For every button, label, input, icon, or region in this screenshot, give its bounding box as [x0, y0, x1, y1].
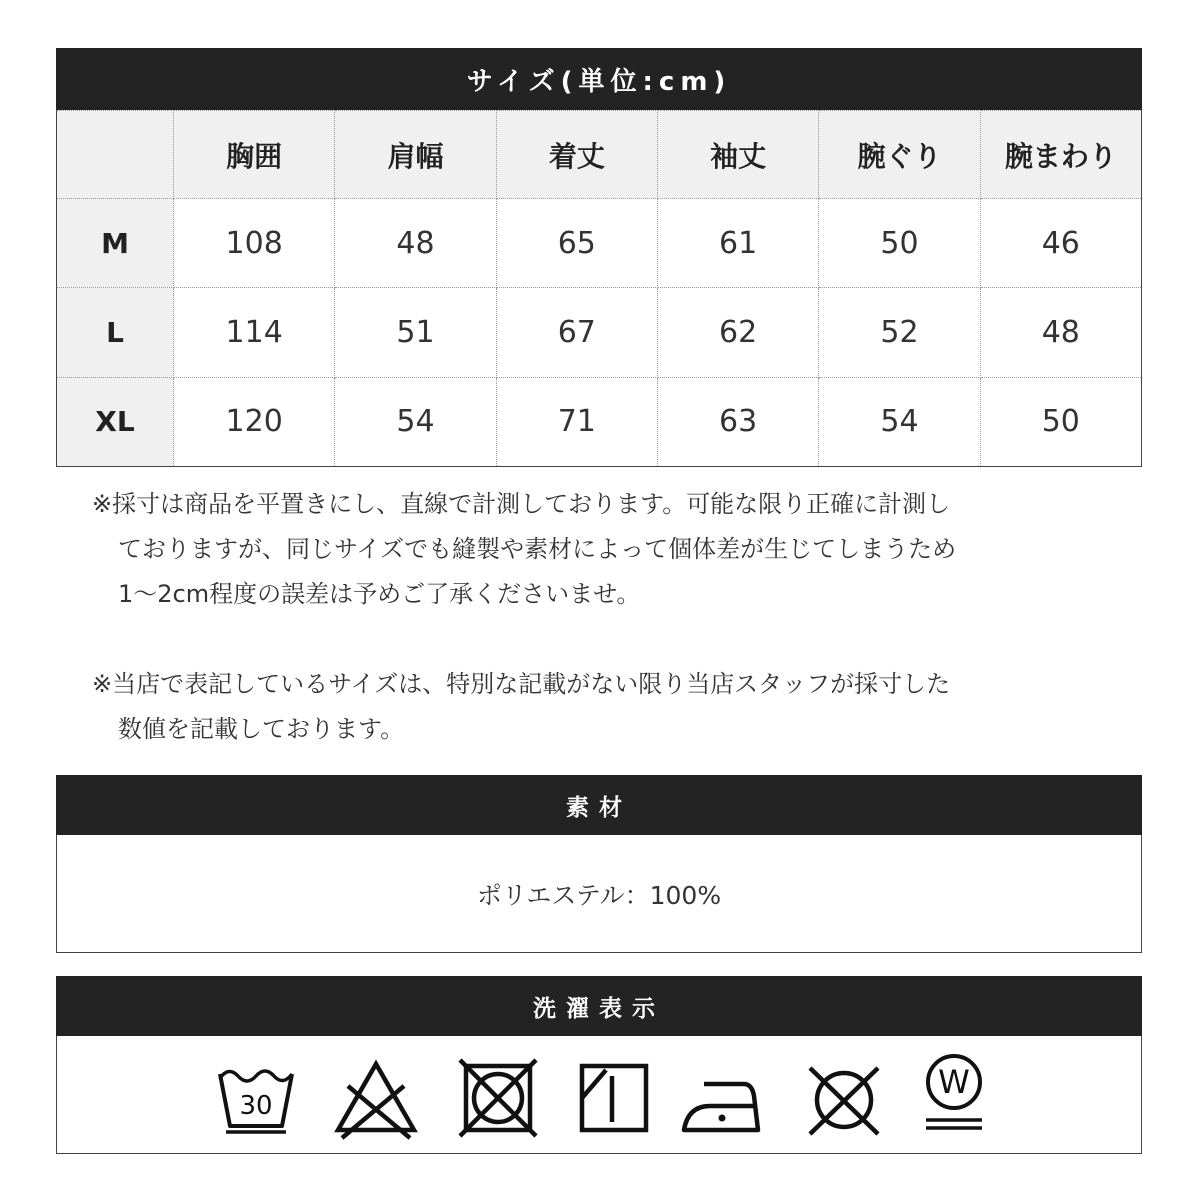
size-display-note — [92, 662, 1112, 752]
note-line: ※採寸は商品を平置きにし、直線で計測しております。可能な限り正確に計測し — [92, 490, 951, 518]
table-cell: 120 — [174, 377, 335, 466]
table-cell: 51 — [335, 288, 496, 377]
material-box — [56, 835, 1142, 953]
table-row — [57, 199, 1142, 288]
no-tumble-dry-icon — [456, 1056, 540, 1140]
table-cell: 54 — [819, 377, 980, 466]
note-line: ※当店で表記しているサイズは、特別な記載がない限り当店スタッフが採寸した — [92, 670, 951, 698]
table-corner-cell — [57, 111, 174, 199]
table-row — [57, 377, 1142, 466]
no-bleach-icon — [334, 1056, 418, 1140]
table-cell: 62 — [657, 288, 818, 377]
size-label: M — [57, 199, 174, 288]
table-cell: 54 — [335, 377, 496, 466]
care-title: 洗濯表示 — [56, 976, 1142, 1036]
svg-text:30: 30 — [239, 1091, 273, 1121]
table-row — [57, 288, 1142, 377]
table-cell: 71 — [496, 377, 657, 466]
table-cell: 48 — [980, 288, 1141, 377]
svg-text:W: W — [938, 1063, 970, 1101]
material-title: 素材 — [56, 775, 1142, 835]
table-header-row — [57, 111, 1142, 199]
table-cell: 50 — [980, 377, 1141, 466]
table-cell: 65 — [496, 199, 657, 288]
table-cell: 114 — [174, 288, 335, 377]
column-header-armhole: 腕ぐり — [819, 111, 980, 199]
column-header-sleeve: 袖丈 — [657, 111, 818, 199]
measurement-note — [92, 482, 1112, 617]
line-dry-icon — [576, 1056, 660, 1140]
no-dry-clean-icon — [802, 1056, 886, 1140]
table-cell: 63 — [657, 377, 818, 466]
table-cell: 108 — [174, 199, 335, 288]
size-table — [56, 110, 1142, 467]
table-cell: 52 — [819, 288, 980, 377]
material-text: ポリエステル：100% — [476, 880, 722, 910]
table-cell: 50 — [819, 199, 980, 288]
note-line: ておりますが、同じサイズでも縫製や素材によって個体差が生じてしまうため — [118, 535, 957, 563]
note-line: 数値を記載しております。 — [118, 715, 405, 743]
column-header-chest: 胸囲 — [174, 111, 335, 199]
size-label: L — [57, 288, 174, 377]
size-label: XL — [57, 377, 174, 466]
column-header-shoulder: 肩幅 — [335, 111, 496, 199]
table-cell: 61 — [657, 199, 818, 288]
column-header-length: 着丈 — [496, 111, 657, 199]
table-cell: 46 — [980, 199, 1141, 288]
column-header-arm-circumference: 腕まわり — [980, 111, 1141, 199]
wash-30-gentle-icon — [214, 1056, 298, 1140]
note-line: 1～2cm程度の誤差は予めご了承くださいませ。 — [118, 580, 641, 608]
iron-low-icon — [680, 1056, 764, 1140]
wet-clean-gentle-icon — [912, 1050, 996, 1134]
size-chart-title: サイズ(単位:cm) — [56, 48, 1142, 110]
table-cell: 48 — [335, 199, 496, 288]
table-cell: 67 — [496, 288, 657, 377]
